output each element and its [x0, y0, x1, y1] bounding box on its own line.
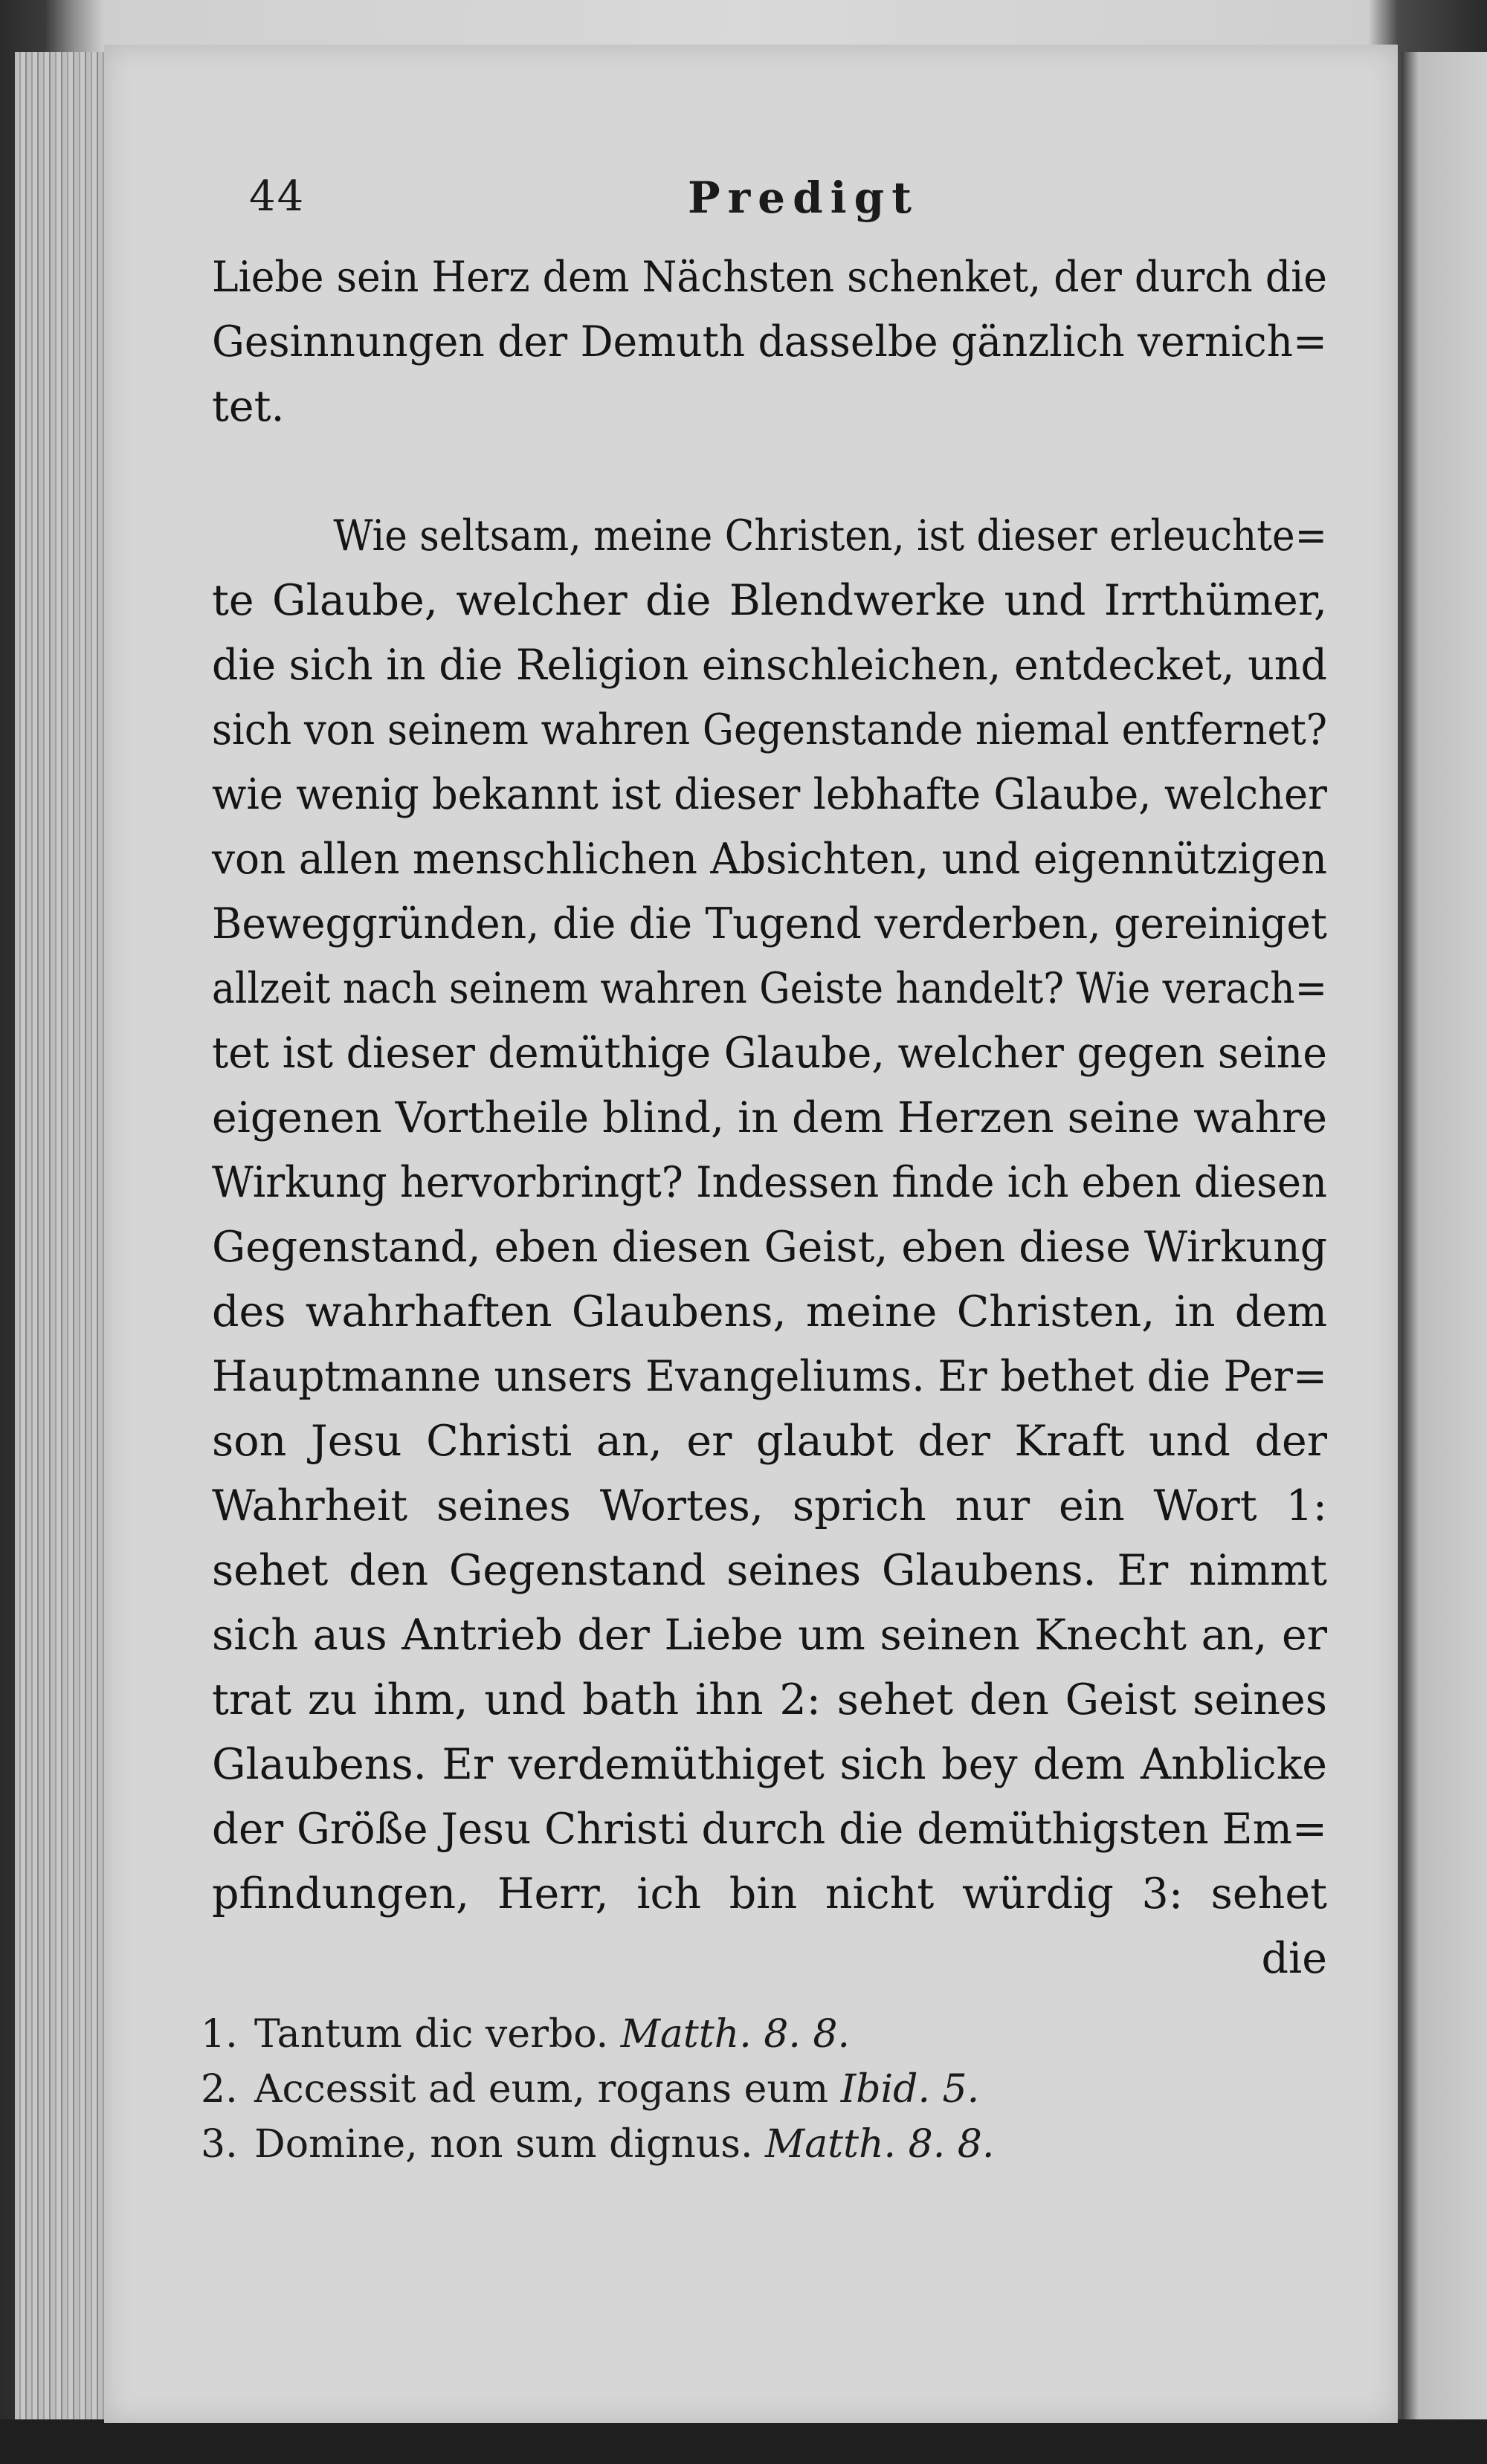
text-line: Wahrheit seines Wortes, sprich nur ein Wort 1:	[212, 1481, 1327, 1530]
text-line: wie wenig bekannt ist dieser lebhafte Glaube, welcher	[212, 770, 1327, 819]
text-line: trat zu ihm, und bath ihn 2: sehet den Geist seines	[212, 1675, 1327, 1724]
page-edges	[15, 52, 112, 2423]
text-line: allzeit nach seinem wahren Geiste handelt? Wie verach=	[212, 964, 1327, 1013]
paragraph-spacer	[212, 439, 1327, 504]
text-line: Hauptmanne unsers Evangeliums. Er bethet die Per=	[212, 1352, 1327, 1401]
text-line: Wirkung hervorbringt? Indessen finde ich eben diesen	[212, 1158, 1327, 1207]
footnote	[201, 2117, 1167, 2172]
bottom-shadow	[0, 2419, 1487, 2464]
text-line: der Größe Jesu Christi durch die demüthigsten Em=	[212, 1805, 1327, 1854]
footnote-number: 2.	[201, 2067, 238, 2112]
text-line: sehet den Gegenstand seines Glaubens. Er nimmt	[212, 1546, 1327, 1595]
text-line: Beweggründen, die die Tugend verderben, gereiniget	[212, 899, 1327, 948]
text-line: Wie seltsam, meine Christen, ist dieser erleuchte=	[333, 511, 1328, 560]
footnote-text: Accessit ad eum, rogans eum	[254, 2067, 841, 2112]
text-line: Gegenstand, eben diesen Geist, eben diese Wirkung	[212, 1223, 1327, 1272]
footnote-text: Domine, non sum dignus.	[254, 2122, 766, 2167]
next-page-edge	[1401, 52, 1487, 2423]
footnote-reference: Ibid. 5.	[840, 2067, 980, 2112]
text-line: die sich in die Religion einschleichen, entdecket, und	[212, 641, 1327, 690]
footnote-number: 3.	[201, 2122, 238, 2167]
page-header	[249, 172, 1312, 232]
text-line: sich aus Antrieb der Liebe um seinen Knecht an, er	[212, 1611, 1327, 1660]
catchword: die	[1261, 1934, 1327, 1983]
running-head: Predigt	[688, 172, 920, 223]
text-line: von allen menschlichen Absichten, und eigennützigen	[212, 835, 1327, 884]
text-line: te Glaube, welcher die Blendwerke und Irrthümer,	[212, 576, 1327, 625]
text-line: Glaubens. Er verdemüthiget sich bey dem Anblicke	[212, 1740, 1327, 1789]
text-line: Liebe sein Herz dem Nächsten schenket, der durch die	[212, 253, 1327, 302]
footnote	[201, 2007, 1167, 2062]
body-text	[212, 245, 1327, 1991]
footnote	[201, 2062, 1167, 2117]
text-line: des wahrhaften Glaubens, meine Christen, in dem	[212, 1287, 1327, 1336]
text-line: pfindungen, Herr, ich bin nicht würdig 3: sehet	[212, 1869, 1327, 1918]
page-number: 44	[249, 172, 306, 221]
footnote-reference: Matth. 8. 8.	[620, 2012, 851, 2057]
footnote-number: 1.	[201, 2012, 238, 2057]
text-line: eigenen Vortheile blind, in dem Herzen seine wahre	[212, 1093, 1327, 1142]
footnote-text: Tantum dic verbo.	[254, 2012, 621, 2057]
footnote-reference: Matth. 8. 8.	[765, 2122, 995, 2167]
text-line: tet.	[212, 382, 285, 431]
footnotes	[201, 2007, 1167, 2172]
text-line: sich von seinem wahren Gegenstande niemal entfernet?	[212, 705, 1327, 754]
text-line: tet ist dieser demüthige Glaube, welcher gegen seine	[212, 1029, 1327, 1078]
text-line: son Jesu Christi an, er glaubt der Kraft und der	[212, 1417, 1327, 1466]
text-line: Gesinnungen der Demuth dasselbe gänzlich vernich=	[212, 317, 1327, 366]
